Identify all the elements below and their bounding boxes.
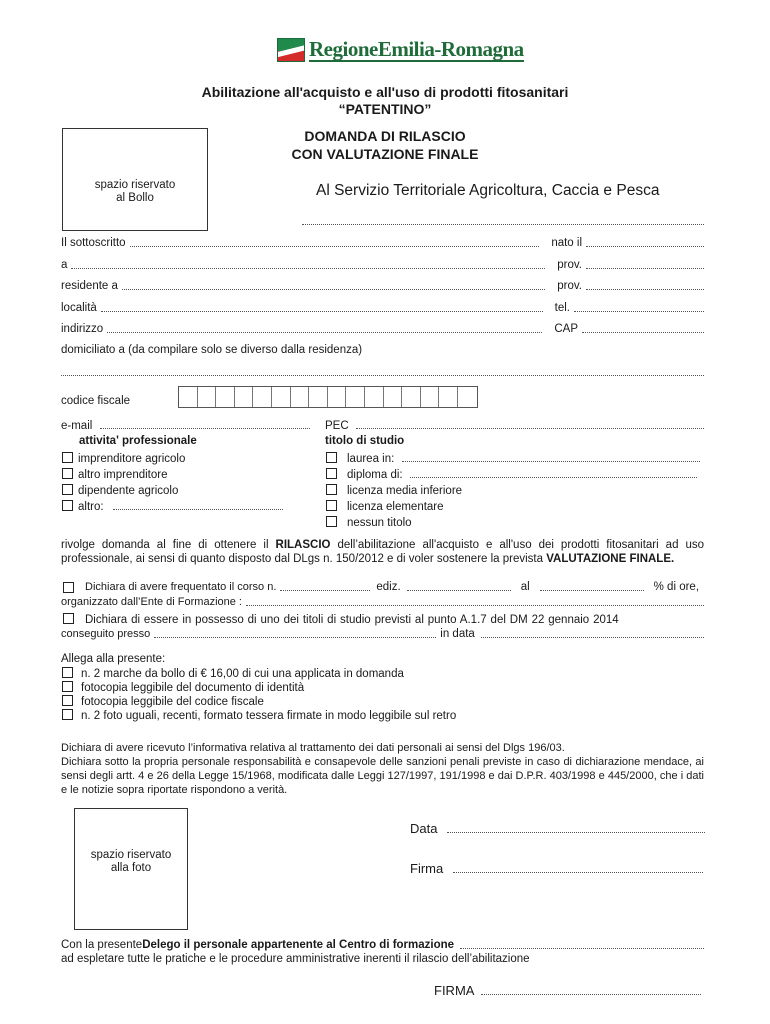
dichiara-titolo: Dichiara di essere in possesso di uno dei titoli di studio previsti al punto A.1.7 del DM 22 gennaio 2014 bbox=[61, 613, 704, 626]
delega-line: Con la presente Delego il personale appartenente al Centro di formazione bbox=[61, 939, 704, 951]
recipient-field[interactable] bbox=[302, 215, 704, 225]
label-tel: tel. bbox=[554, 302, 570, 314]
firma-field[interactable] bbox=[453, 863, 703, 873]
logo-text: RegioneEmilia-Romagna bbox=[309, 37, 524, 61]
titolo-option[interactable]: nessun titolo bbox=[326, 516, 412, 529]
checkbox[interactable] bbox=[62, 709, 73, 720]
row-indirizzo bbox=[61, 323, 704, 335]
in-data-field[interactable] bbox=[481, 628, 704, 638]
row-luogo-nascita bbox=[61, 259, 704, 271]
titolo-option[interactable]: licenza elementare bbox=[326, 500, 444, 513]
checkbox[interactable] bbox=[63, 582, 74, 593]
checkbox[interactable] bbox=[326, 500, 337, 511]
label-firma-delega: FIRMA bbox=[434, 983, 474, 998]
checkbox[interactable] bbox=[62, 681, 73, 692]
titolo-option[interactable]: diploma di: bbox=[326, 468, 697, 481]
corso-n-field[interactable] bbox=[280, 581, 370, 591]
label-localita: località bbox=[61, 302, 97, 314]
ediz-field[interactable] bbox=[407, 581, 511, 591]
conseguito-presso-field[interactable] bbox=[154, 628, 436, 638]
label-data: Data bbox=[410, 821, 438, 836]
titolo-heading: titolo di studio bbox=[325, 435, 405, 447]
indirizzo-field[interactable] bbox=[107, 323, 542, 333]
label-residente-a: residente a bbox=[61, 280, 118, 292]
checkbox[interactable] bbox=[62, 500, 73, 511]
prov-residenza-field[interactable] bbox=[586, 280, 704, 290]
checkbox[interactable] bbox=[62, 452, 73, 463]
label-nato-il: nato il bbox=[551, 237, 582, 249]
richiesta-paragraph: rivolge domanda al fine di ottenere il RILASCIO dell’abilitazione all'acquisto e all'uso dei prodotti fitosanitari ad uso professionale, ai sensi di quanto disposto dal DLgs n. 150/2012 e di voler sostenere la prevista VALUTAZIONE FINALE. bbox=[61, 539, 704, 565]
label-domiciliato: domiciliato a (da compilare solo se diverso dalla residenza) bbox=[61, 344, 363, 356]
dichiara-ente: organizzato dall’Ente di Formazione : bbox=[61, 596, 704, 608]
altro-field[interactable] bbox=[113, 500, 283, 510]
recipient: Al Servizio Territoriale Agricoltura, Caccia e Pesca bbox=[316, 182, 660, 199]
checkbox[interactable] bbox=[326, 516, 337, 527]
firma-delega-field[interactable] bbox=[481, 985, 701, 995]
allega-heading: Allega alla presente: bbox=[61, 653, 166, 665]
titolo-option[interactable]: licenza media inferiore bbox=[326, 484, 462, 497]
region-logo bbox=[277, 38, 524, 62]
allega-item[interactable]: fotocopia leggibile del codice fiscale bbox=[62, 695, 264, 708]
dichiara-corso: Dichiara di avere frequentato il corso n. ediz. al % di ore, bbox=[61, 581, 704, 593]
attivita-option[interactable]: altro: bbox=[62, 500, 283, 513]
diploma-field[interactable] bbox=[410, 468, 697, 478]
residente-a-field[interactable] bbox=[122, 280, 545, 290]
label-pec: PEC bbox=[325, 420, 349, 432]
attivita-option[interactable]: imprenditore agricolo bbox=[62, 452, 185, 465]
checkbox[interactable] bbox=[62, 695, 73, 706]
cap-field[interactable] bbox=[582, 323, 704, 333]
allega-item[interactable]: n. 2 foto uguali, recenti, formato tessera firmate in modo leggibile sul retro bbox=[62, 709, 456, 722]
sottoscritto-field[interactable] bbox=[130, 237, 540, 247]
label-a: a bbox=[61, 259, 68, 271]
email-field[interactable] bbox=[100, 419, 310, 429]
checkbox[interactable] bbox=[62, 484, 73, 495]
informativa-line: Dichiara di avere ricevuto l’informativa relativa al trattamento dei dati personali ai sensi del Dlgs 196/03. bbox=[61, 742, 565, 754]
ente-field[interactable] bbox=[246, 596, 704, 606]
checkbox[interactable] bbox=[326, 484, 337, 495]
row-data bbox=[410, 821, 705, 836]
label-prov-residenza: prov. bbox=[557, 280, 582, 292]
attivita-option[interactable]: altro imprenditore bbox=[62, 468, 167, 481]
tel-field[interactable] bbox=[574, 302, 704, 312]
attivita-heading: attivita' professionale bbox=[79, 435, 197, 447]
codice-fiscale-grid[interactable] bbox=[178, 386, 478, 408]
checkbox[interactable] bbox=[62, 468, 73, 479]
luogo-nascita-field[interactable] bbox=[71, 259, 545, 269]
document-subtitle: DOMANDA DI RILASCIO CON VALUTAZIONE FINALE bbox=[291, 128, 479, 162]
row-firma bbox=[410, 861, 703, 876]
checkbox[interactable] bbox=[62, 667, 73, 678]
label-sottoscritto: Il sottoscritto bbox=[61, 237, 126, 249]
region-emblem-icon bbox=[277, 38, 305, 62]
attivita-option[interactable]: dipendente agricolo bbox=[62, 484, 178, 497]
titolo-option[interactable]: laurea in: bbox=[326, 452, 700, 465]
row-pec bbox=[325, 419, 704, 432]
label-prov: prov. bbox=[557, 259, 582, 271]
foto-box: spazio riservato alla foto bbox=[74, 808, 188, 930]
label-codice-fiscale: codice fiscale bbox=[61, 395, 131, 407]
allega-item[interactable]: n. 2 marche da bollo di € 16,00 di cui una applicata in domanda bbox=[62, 667, 404, 680]
centro-formazione-field[interactable] bbox=[460, 939, 704, 949]
laurea-field[interactable] bbox=[402, 452, 700, 462]
document-title: Abilitazione all'acquisto e all'uso di prodotti fitosanitari “PATENTINO” bbox=[201, 84, 569, 117]
row-localita bbox=[61, 302, 704, 314]
label-cap: CAP bbox=[554, 323, 578, 335]
row-sottoscritto bbox=[61, 237, 704, 249]
row-firma-delega bbox=[434, 983, 701, 998]
dichiara-conseguito: conseguito presso in data bbox=[61, 628, 704, 640]
row-residenza bbox=[61, 280, 704, 292]
pec-field[interactable] bbox=[356, 419, 704, 429]
label-email: e-mail bbox=[61, 420, 93, 432]
allega-item[interactable]: fotocopia leggibile del documento di identità bbox=[62, 681, 304, 694]
domicilio-field[interactable] bbox=[61, 366, 704, 376]
nato-il-field[interactable] bbox=[586, 237, 704, 247]
delega-line2: ad espletare tutte le pratiche e le procedure amministrative inerenti il rilascio dell’abilitazione bbox=[61, 953, 530, 965]
row-email bbox=[61, 419, 310, 432]
localita-field[interactable] bbox=[101, 302, 543, 312]
checkbox[interactable] bbox=[63, 613, 74, 624]
label-indirizzo: indirizzo bbox=[61, 323, 104, 335]
dichiarazione-paragraph: Dichiara sotto la propria personale responsabilità e consapevole delle sanzioni penali previste in caso di dichiarazione mendace, ai sensi degli artt. 4 e 26 della Legge 15/1968, modificata dalle Leggi 127/1997, 191/1998 e dai D.P.R. 403/1998 e 445/2000, che i dati e le notizie sopra riportate rispondono a verità. bbox=[61, 756, 704, 796]
bollo-box: spazio riservato al Bollo bbox=[62, 128, 208, 231]
prov-nascita-field[interactable] bbox=[586, 259, 704, 269]
data-field[interactable] bbox=[447, 823, 705, 833]
checkbox[interactable] bbox=[326, 452, 337, 463]
label-firma: Firma bbox=[410, 861, 444, 876]
checkbox[interactable] bbox=[326, 468, 337, 479]
al-field[interactable] bbox=[540, 581, 644, 591]
